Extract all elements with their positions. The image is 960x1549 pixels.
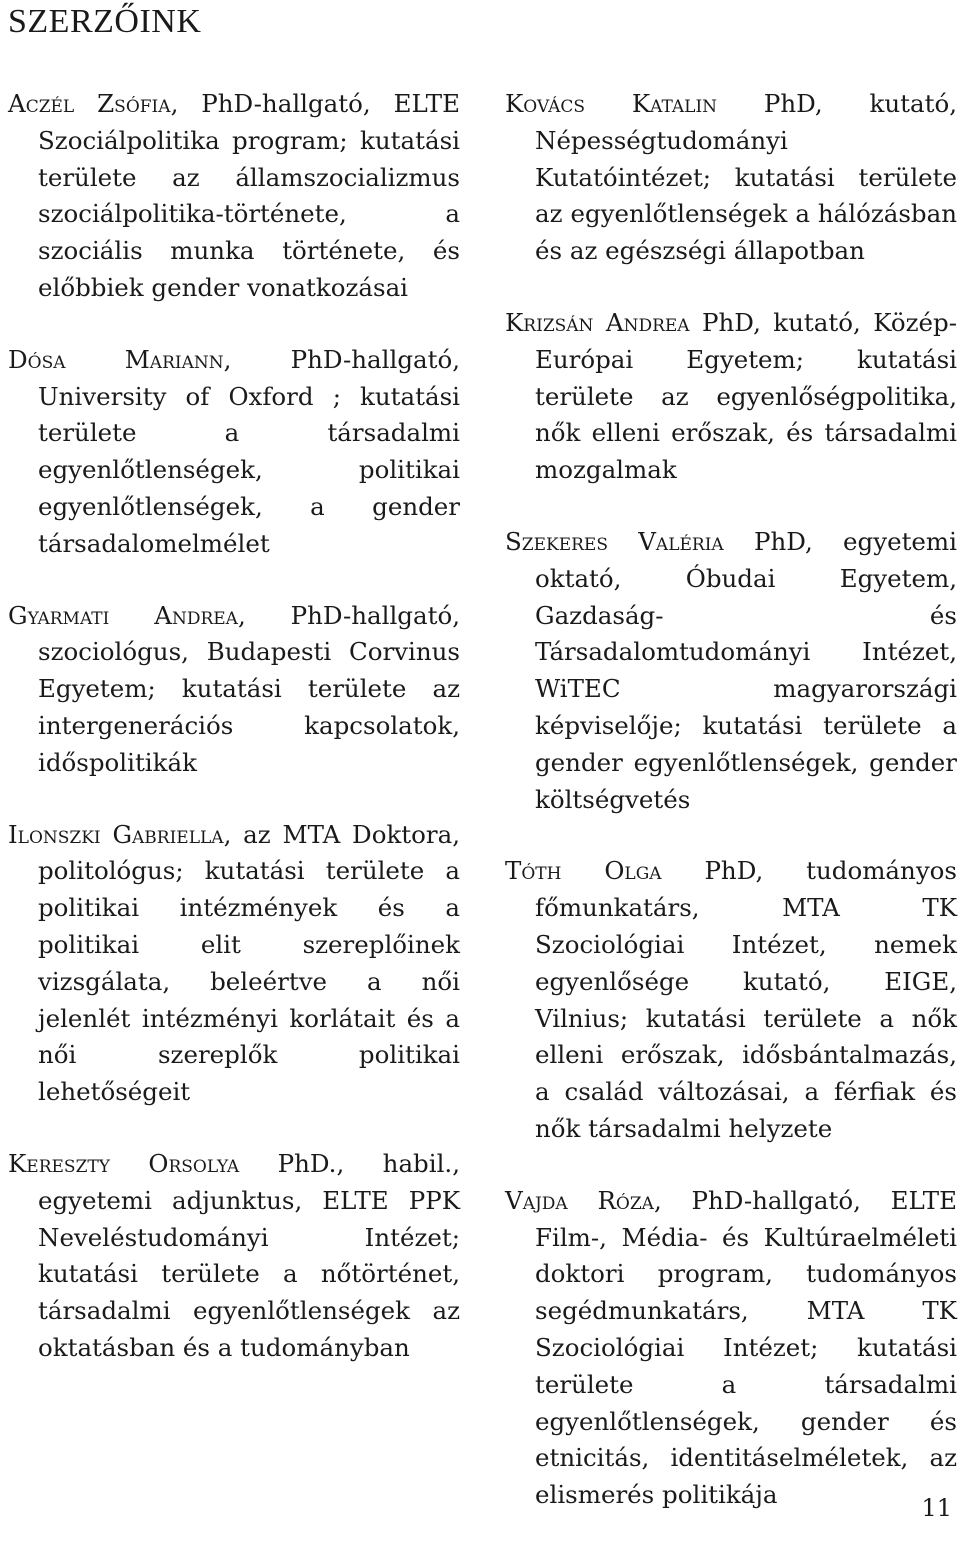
author-name: Kereszty Orsolya [8,1148,240,1178]
author-description: PhD., habil., egyetemi adjunktus, ELTE PPK Neveléstudományi Intézet; kutatási területe a nőtörténet, társadalmi egyenlőtlenségek az oktatásban és a tudományban [38,1148,460,1362]
author-name: Kovács Katalin [505,89,718,118]
author-entry [8,598,460,782]
author-entry [8,86,460,307]
author-description: PhD, egyetemi oktató, Óbudai Egyetem, Gazdaság- és Társadalomtudományi Intézet, WiTEC magyarországi képviselője; kutatási területe a gender egyenlőtlenségek, gender költségvetés [535,526,957,814]
author-entry [505,524,957,818]
author-description: PhD, kutató, Közép-Európai Egyetem; kutatási területe az egyenlőségpolitika, nők elleni erőszak, és társadalmi mozgalmak [535,307,957,485]
author-description: PhD, kutató, Népességtudományi Kutatóintézet; kutatási területe az egyenlőtlenségek a hálózásban és az egészségi állapotban [535,89,957,266]
author-name: Dósa Mariann [8,344,224,374]
left-column [8,86,460,1402]
right-column [505,86,957,1549]
author-name: Gyarmati Andrea [8,600,238,630]
author-description: , PhD-hallgató, University of Oxford ; kutatási területe a társadalmi egyenlőtlenségek, politikai egyenlőtlenségek, a gender társadalomelmélet [38,344,460,558]
author-name: Aczél Zsófia [8,89,171,118]
author-entry [505,853,957,1147]
author-entry [8,1146,460,1367]
author-entry [8,817,460,1111]
author-description: , az MTA Doktora, politológus; kutatási területe a politikai intézmények és a politikai elit szereplőinek vizsgálata, beleértve a női jelenlét intézményi korlátait és a női szereplők politikai lehetőségeit [38,819,461,1107]
author-description: PhD, tudományos főmunkatárs, MTA TK Szociológiai Intézet, nemek egyenlősége kutató, EIGE, Vilnius; kutatási területe a nők elleni erőszak, idősbántalmazás, a család változásai, a férfiak és nők társadalmi helyzete [535,856,957,1143]
author-name: Ilonszki Gabriella [8,819,224,849]
author-name: Tóth Olga [505,856,662,886]
author-entry [505,86,957,270]
author-description: , PhD-hallgató, ELTE Szociálpolitika program; kutatási területe az államszocializmus szociálpolitika-története, a szociális munka története, és előbbiek gender vonatkozásai [38,89,460,302]
author-name: Szekeres Valéria [505,526,724,556]
author-description: , PhD-hallgató, szociológus, Budapesti Corvinus Egyetem; kutatási területe az intergenerációs kapcsolatok, időspolitikák [38,600,460,777]
author-entry [505,305,957,489]
author-entry [8,342,460,563]
author-name: Vajda Róza [505,1185,654,1215]
author-description: , PhD-hallgató, ELTE Film-, Média- és Kultúraelméleti doktori program, tudományos segédmunkatárs, MTA TK Szociológiai Intézet; kutatási területe a társadalmi egyenlőtlenségek, gender és etnicitás, identitáselméletek, az elismerés politikája [535,1185,958,1510]
author-entry [505,1183,957,1514]
page-title: SZERZŐINK [8,3,202,40]
page-number: 11 [921,1494,952,1522]
author-name: Krizsán Andrea [505,307,690,337]
